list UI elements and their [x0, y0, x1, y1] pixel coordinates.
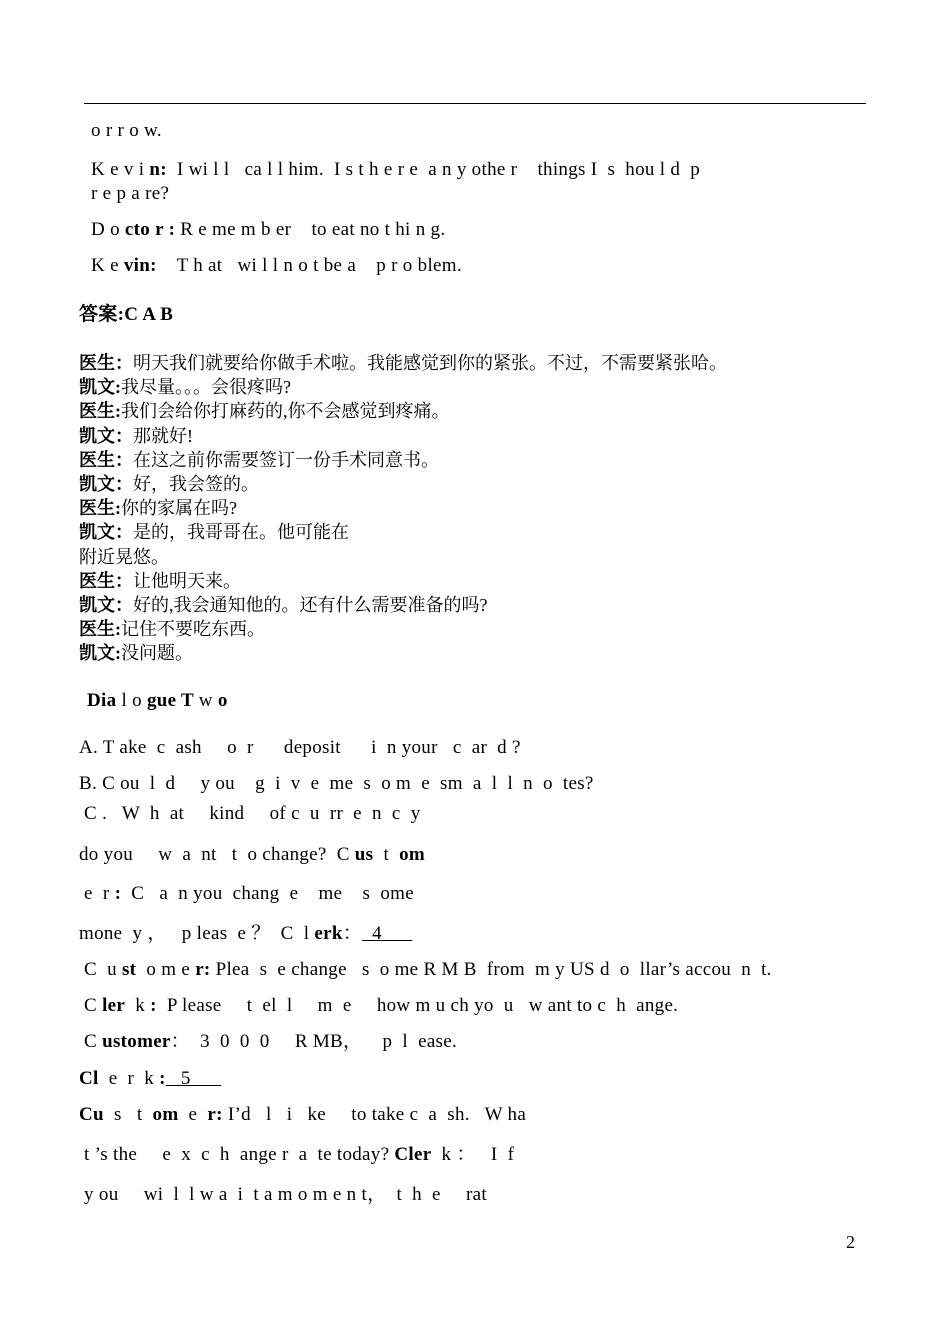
translation-line — [79, 351, 727, 375]
speaker-label: 凯文： — [79, 522, 133, 543]
translation-line — [79, 496, 237, 520]
translation-text: 记住不要吃东西。 — [121, 619, 265, 640]
translation-text: 没问题。 — [121, 643, 193, 664]
translation-line — [79, 424, 193, 448]
dialogue-line: Cl e r k : 5 — [79, 1067, 226, 1091]
dialogue-line: D o cto r : R e me m b er to eat no t hi n g. — [91, 219, 446, 240]
speaker-label: 医生: — [79, 619, 121, 640]
speaker-label: 凯文： — [79, 474, 133, 494]
dialogue-line: Cu s t om e r: I’d l i ke to take c a sh. W ha — [79, 1104, 527, 1125]
dialogue-line: C ustomer： 3 0 0 0 R MB， p l ease. — [79, 1031, 458, 1052]
speaker-label: 凯文： — [79, 425, 133, 446]
answer-blank: 4 — [362, 923, 413, 944]
translation-line — [79, 545, 169, 569]
dialogue-line: K e v i n: I wi l l ca l l him. I s t h e r e a n y othe r things I s hou l d p — [91, 159, 701, 180]
option-b: B. C ou l d y ou g i v e me s o m e sm a l l n o tes? — [79, 773, 594, 794]
dialogue-line: K e vin: T h at wi l l n o t be a p r o blem. — [91, 255, 462, 276]
page-number: 2 — [846, 1232, 855, 1252]
dialogue-line: mone y ， p leas e ？ C l erk： 4 — [79, 922, 422, 946]
dialogue-line: C ler k : P lease t el l m e how m u ch yo u w ant to c h ange. — [79, 995, 679, 1016]
translation-text: 我尽量。。。会很疼吗? — [121, 377, 291, 398]
dialogue-line: do you w a nt t o change? C us t om — [79, 844, 426, 865]
speaker-label: 医生： — [79, 570, 133, 591]
speaker-label: 凯文: — [79, 643, 121, 664]
translation-text: 在这之前你需要签订一份手术同意书。 — [133, 449, 439, 470]
dialogue-line: t ’s the e x c h ange r a te today? Cler k ： I f — [79, 1144, 515, 1165]
speaker-label: 医生: — [79, 401, 121, 422]
translation-text: 附近晃悠。 — [79, 546, 169, 567]
header-rule — [84, 103, 866, 104]
translation-text: 你的家属在吗? — [121, 498, 237, 519]
translation-text: 是的，我哥哥在。他可能在 — [133, 522, 349, 543]
answer-line: 答案:C A B — [79, 304, 174, 325]
translation-text: 好，我会签的。 — [133, 474, 259, 494]
dialogue-line: o r r o w. — [91, 120, 162, 141]
speaker-label: 凯文: — [79, 377, 121, 398]
dialogue-two-title: Dia l o gue T w o — [87, 690, 228, 711]
translation-text: 那就好! — [133, 425, 193, 446]
translation-line — [79, 472, 259, 496]
translation-text: 让他明天来。 — [133, 570, 241, 591]
translation-line — [79, 520, 349, 544]
translation-line — [79, 641, 193, 665]
speaker-label: 医生： — [79, 353, 133, 373]
dialogue-line: r e p a re? — [91, 183, 170, 204]
translation-text: 明天我们就要给你做手术啦。我能感觉到你的紧张。不过，不需要紧张哈。 — [133, 353, 727, 373]
answer-blank: 5 — [165, 1068, 222, 1089]
translation-line — [79, 617, 265, 641]
speaker-label: 凯文： — [79, 595, 133, 615]
dialogue-line: C u st o m e r: Plea s e change s o me R M B from m y US d o llar’s accou n t. — [79, 959, 772, 980]
translation-line — [79, 569, 241, 593]
translation-line — [79, 593, 488, 617]
dialogue-line: e r : C a n you chang e me s ome — [79, 883, 414, 904]
translation-text: 我们会给你打麻药的,你不会感觉到疼痛。 — [121, 401, 450, 422]
translation-text: 好的,我会通知他的。还有什么需要准备的吗? — [133, 595, 488, 615]
translation-line — [79, 399, 450, 423]
speaker-label: 医生: — [79, 498, 121, 519]
translation-line — [79, 448, 439, 472]
option-c: C . W h at kind of c u rr e n c y — [79, 803, 421, 824]
dialogue-line: y ou wi l l w a i t a m o m e n t， t h e rat — [79, 1184, 487, 1205]
translation-line — [79, 375, 291, 399]
option-a: A. T ake c ash o r deposit i n your c ar d ? — [79, 737, 521, 758]
speaker-label: 医生： — [79, 449, 133, 470]
